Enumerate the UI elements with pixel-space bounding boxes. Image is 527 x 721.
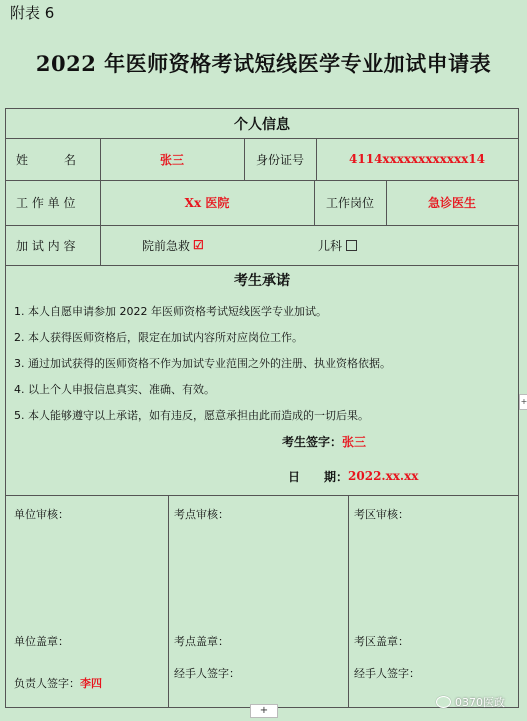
site-seal-label: 考点盖章： [174, 635, 229, 648]
unit-review-title: 单位审核： [14, 508, 69, 521]
wechat-icon [436, 696, 451, 708]
document-title: 2022 年医师资格考试短线医学专业加试申请表 [35, 51, 492, 76]
sign-date [282, 466, 418, 486]
site-sign-label: 经手人签字： [174, 667, 240, 680]
unit-seal-label: 单位盖章： [14, 635, 69, 648]
name-value: 张三 [159, 152, 184, 167]
signature-label: 考生签字： [282, 434, 343, 449]
work-unit-label: 工 作 单 位 [16, 196, 76, 210]
watermark [436, 694, 505, 710]
add-row-button[interactable]: + [250, 704, 278, 718]
date-label: 日 期： [288, 469, 349, 484]
work-post-value: 急诊医生 [427, 196, 476, 210]
pledge-heading: 考生承诺 [234, 273, 290, 289]
pledge-item: 3. 通过加试获得的医师资格不作为加试专业范围之外的注册、执业资格依据。 [14, 357, 391, 370]
watermark-text: 0370医政 [455, 696, 505, 709]
district-sign-label: 经手人签字： [354, 667, 420, 680]
candidate-signature [282, 431, 366, 451]
pledge-item: 5. 本人能够遵守以上承诺，如有违反，愿意承担由此而造成的一切后果。 [14, 409, 369, 422]
exam-subject-label: 加 试 内 容 [16, 238, 76, 253]
unchecked-box-icon[interactable] [346, 240, 357, 251]
district-seal-label: 考区盖章： [354, 635, 409, 648]
appendix-label: 附表 6 [10, 4, 55, 22]
side-add-button[interactable]: + [519, 394, 527, 410]
checked-box-icon[interactable]: ☑ [193, 238, 204, 252]
option-pediatrics-label: 儿科 [318, 238, 343, 253]
name-label: 姓 名 [16, 152, 77, 167]
personal-info-heading: 个人信息 [234, 116, 290, 133]
unit-signature [14, 675, 102, 691]
id-number-value: 4114xxxxxxxxxxxx14 [349, 152, 485, 166]
date-value: 2022.xx.xx [348, 469, 419, 483]
pledge-item: 2. 本人获得医师资格后，限定在加试内容所对应岗位工作。 [14, 331, 303, 344]
district-review-title: 考区审核： [354, 508, 409, 521]
site-review-title: 考点审核： [174, 508, 229, 521]
application-form-table [5, 108, 519, 708]
signature-value: 张三 [342, 434, 367, 449]
option-prehospital[interactable] [142, 225, 204, 265]
pledge-item: 1. 本人自愿申请参加 2022 年医师资格考试短线医学专业加试。 [14, 305, 327, 318]
option-prehospital-label: 院前急救 [142, 238, 191, 253]
unit-sign-label: 负责人签字： [14, 677, 80, 690]
unit-sign-value: 李四 [80, 677, 102, 690]
pledge-item: 4. 以上个人申报信息真实、准确、有效。 [14, 383, 215, 396]
id-number-label: 身份证号 [255, 152, 304, 167]
option-pediatrics[interactable] [318, 225, 357, 265]
work-unit-value: Xx 医院 [184, 196, 230, 210]
work-post-label: 工作岗位 [325, 196, 374, 210]
